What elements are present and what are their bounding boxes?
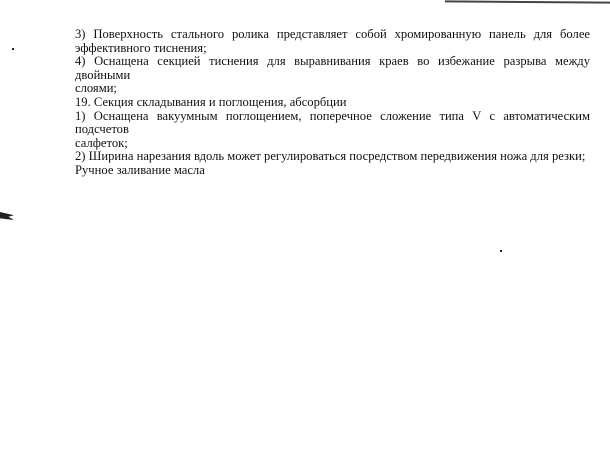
text-line: 4) Оснащена секцией тиснения для выравнивания краев во избежание разрыва между двойными xyxy=(75,54,590,82)
text-line: 2) Ширина нарезания вдоль может регулироваться посредством передвижения ножа для резки; xyxy=(75,149,586,164)
section-heading: 19. Секция складывания и поглощения, абсорбции xyxy=(75,94,347,109)
document-body xyxy=(75,28,590,178)
text-line: эффективного тиснения; xyxy=(75,40,207,55)
text-line: слоями; xyxy=(75,81,117,96)
text-line: 1) Оснащена вакуумным поглощением, поперечное сложение типа V с автоматическим подсчетов xyxy=(75,108,590,137)
text-line: Ручное заливание масла xyxy=(75,162,205,177)
scan-artifact xyxy=(0,212,14,220)
scan-speck xyxy=(12,48,14,50)
scan-edge-line xyxy=(445,0,610,3)
text-line: 3) Поверхность стального ролика представляет собой хромированную панель для более xyxy=(75,27,590,41)
text-line: салфеток; xyxy=(75,135,128,150)
scan-speck xyxy=(500,250,502,252)
